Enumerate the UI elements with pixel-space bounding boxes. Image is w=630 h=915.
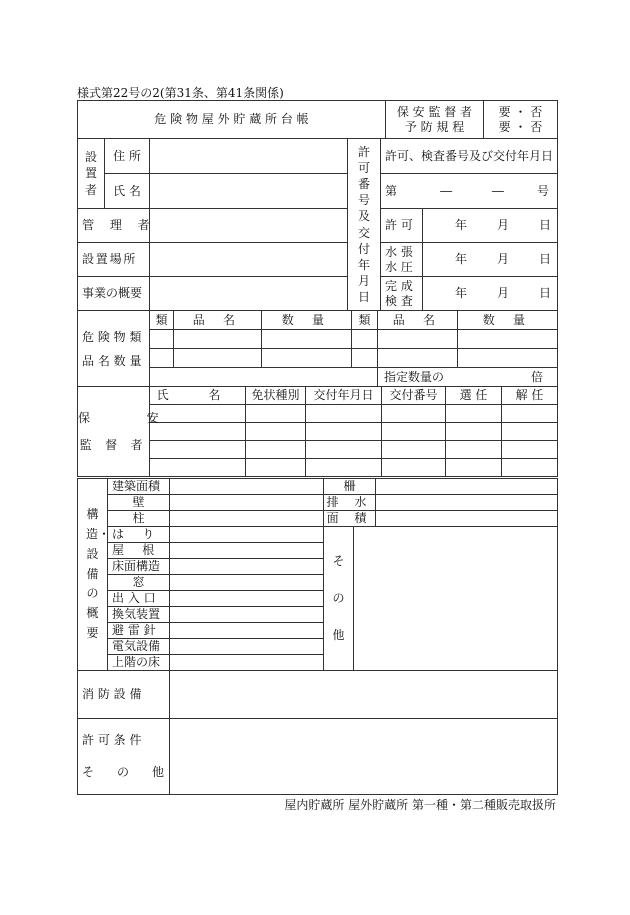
name-field[interactable]	[150, 174, 348, 209]
supervisor-cell[interactable]	[446, 459, 502, 477]
permit-cond-field[interactable]	[170, 719, 558, 795]
supervisor-label: 保 安 監 督 者	[396, 105, 473, 120]
issue-number-header: 交付番号	[382, 387, 446, 405]
structure-item-9: 避 雷 針	[108, 623, 170, 639]
footer-text: 屋内貯蔵所 屋外貯蔵所 第一種・第二種販売取扱所	[284, 798, 556, 812]
supervisor-cell[interactable]	[446, 405, 502, 423]
permit-label: 許 可	[381, 209, 423, 243]
business-field[interactable]	[150, 277, 348, 311]
gou-text: 号	[537, 183, 550, 198]
location-label: 設置場所	[78, 243, 150, 277]
hinmei-header-2: 品 名	[378, 311, 458, 330]
supervisor-cell[interactable]	[382, 423, 446, 441]
month-text: 月	[496, 286, 509, 301]
dismissal-header: 解 任	[502, 387, 558, 405]
supervisor-cell[interactable]	[502, 441, 558, 459]
address-field[interactable]	[150, 139, 348, 174]
structure-value-5[interactable]	[170, 559, 324, 575]
structure-item-2: 柱	[108, 511, 170, 527]
structure-value-0[interactable]	[170, 479, 324, 495]
form-caption: 様式第22号の2(第31条、第41条関係)	[77, 86, 284, 100]
hazmat-cell[interactable]	[458, 349, 558, 368]
supervisor-yes-no: 要 ・ 否	[498, 105, 543, 120]
supervisor-cell[interactable]	[306, 423, 382, 441]
year-text: 年	[454, 252, 467, 267]
day-text: 日	[539, 286, 552, 301]
suryo-header-1: 数 量	[262, 311, 352, 330]
hazmat-cell[interactable]	[352, 330, 378, 349]
bai-text: 倍	[530, 369, 543, 384]
month-text: 月	[496, 252, 509, 267]
issue-date-header: 交付年月日	[306, 387, 382, 405]
manager-label: 管 理 者	[78, 209, 150, 243]
completion-label: 完 成	[385, 279, 413, 294]
structure-label: 構造・設備の概要	[78, 479, 108, 671]
hazmat-label-2: 品 名 数 量	[82, 353, 142, 368]
structure-item-3: は り	[108, 527, 170, 543]
water-label: 水 張	[385, 245, 413, 260]
hazmat-cell[interactable]	[378, 330, 458, 349]
structure-value-4[interactable]	[170, 543, 324, 559]
structure-value-11[interactable]	[170, 655, 324, 671]
structure-item-1: 壁	[108, 495, 170, 511]
structure-block	[77, 478, 558, 671]
fence-field[interactable]	[376, 479, 558, 495]
month-text: 月	[496, 218, 509, 233]
supervisor-cell[interactable]	[246, 459, 306, 477]
manager-field[interactable]	[150, 209, 348, 243]
structure-value-9[interactable]	[170, 623, 324, 639]
hazmat-cell[interactable]	[262, 349, 352, 368]
hazmat-blank	[150, 368, 378, 387]
supervisor-cell[interactable]	[502, 459, 558, 477]
hazmat-label-1: 危 険 物 類	[82, 329, 142, 344]
supervisor-cell[interactable]	[150, 459, 246, 477]
drainage-label: 排 水	[324, 495, 376, 511]
supervisor-cell[interactable]	[502, 405, 558, 423]
appointment-header: 選 任	[446, 387, 502, 405]
hazmat-cell[interactable]	[150, 349, 174, 368]
structure-value-2[interactable]	[170, 511, 324, 527]
installer-block	[77, 138, 558, 311]
license-type-header: 免状種別	[246, 387, 306, 405]
form-title: 危 険 物 屋 外 貯 蔵 所 台 帳	[78, 101, 386, 139]
hinmei-header-1: 品 名	[174, 311, 262, 330]
structure-item-11: 上階の床	[108, 655, 170, 671]
dai-text: 第	[385, 183, 398, 198]
structure-item-7: 出 入 口	[108, 591, 170, 607]
supervisor-cell[interactable]	[382, 405, 446, 423]
address-label: 住 所	[105, 139, 150, 174]
structure-value-6[interactable]	[170, 575, 324, 591]
structure-value-3[interactable]	[170, 527, 324, 543]
structure-value-1[interactable]	[170, 495, 324, 511]
supervisor-cell[interactable]	[150, 423, 246, 441]
hazmat-block	[77, 310, 558, 387]
supervisor-cell[interactable]	[306, 441, 382, 459]
fire-label: 消 防 設 備	[78, 671, 170, 719]
supervisor-block	[77, 386, 558, 477]
supervisor-cell[interactable]	[306, 405, 382, 423]
hazmat-cell[interactable]	[352, 349, 378, 368]
suryo-header-2: 数 量	[458, 311, 558, 330]
designated-qty-label: 指定数量の	[384, 369, 445, 384]
drainage-field[interactable]	[376, 495, 558, 511]
other-label: そ の 他	[82, 764, 174, 779]
designated-qty-field[interactable]	[378, 368, 558, 387]
security-label-1: 保 安	[78, 411, 186, 426]
supervisor-cell[interactable]	[446, 441, 502, 459]
supervisor-cell[interactable]	[446, 423, 502, 441]
hazmat-cell[interactable]	[174, 330, 262, 349]
structure-item-10: 電気設備	[108, 639, 170, 655]
prevention-label: 予 防 規 程	[404, 119, 465, 134]
supervisor-cell[interactable]	[150, 441, 246, 459]
supervisor-cell[interactable]	[502, 423, 558, 441]
hazmat-cell[interactable]	[378, 349, 458, 368]
supervisor-cell[interactable]	[246, 423, 306, 441]
structure-value-7[interactable]	[170, 591, 324, 607]
dash-text-2: ―	[491, 183, 504, 198]
supervisor-cell[interactable]	[246, 441, 306, 459]
hazmat-cell[interactable]	[174, 349, 262, 368]
fire-field[interactable]	[170, 671, 558, 719]
area-field[interactable]	[376, 511, 558, 527]
inspection-label: 検 査	[385, 293, 413, 308]
rui-header-2: 類	[352, 311, 378, 330]
dash-text-1: ―	[440, 183, 453, 198]
fire-block	[77, 670, 558, 795]
permit-cond-label: 許 可 条 件	[82, 733, 142, 748]
area-label: 面 積	[324, 511, 376, 527]
fence-label: 柵	[324, 479, 376, 495]
structure-item-0: 建築面積	[108, 479, 170, 495]
structure-item-6: 窓	[108, 575, 170, 591]
supervisor-cell[interactable]	[306, 459, 382, 477]
pressure-label: 水 圧	[385, 259, 413, 274]
prevention-yes-no: 要 ・ 否	[498, 119, 543, 134]
structure-item-8: 換気装置	[108, 607, 170, 623]
permit-number-field[interactable]	[381, 174, 558, 209]
year-text: 年	[454, 218, 467, 233]
title-block	[77, 100, 558, 139]
day-text: 日	[539, 252, 552, 267]
day-text: 日	[539, 218, 552, 233]
structure-value-8[interactable]	[170, 607, 324, 623]
installer-label: 設置者	[78, 139, 105, 209]
location-field[interactable]	[150, 243, 348, 277]
rui-header-1: 類	[150, 311, 174, 330]
supervisor-cell[interactable]	[382, 441, 446, 459]
permit-vertical-label: 許可番号及交付年月日	[348, 139, 381, 311]
structure-item-5: 床面構造	[108, 559, 170, 575]
hazmat-cell[interactable]	[262, 330, 352, 349]
supervisor-cell[interactable]	[246, 405, 306, 423]
supervisor-cell[interactable]	[382, 459, 446, 477]
year-text: 年	[454, 286, 467, 301]
other-vertical-label: その他	[324, 527, 354, 671]
name-label: 氏 名	[105, 174, 150, 209]
water-pressure-date[interactable]	[423, 243, 558, 277]
structure-item-4: 屋 根	[108, 543, 170, 559]
shimei-header: 氏 名	[150, 387, 246, 405]
permit-date[interactable]	[423, 209, 558, 243]
structure-value-10[interactable]	[170, 639, 324, 655]
business-label: 事業の概要	[78, 277, 150, 311]
hazmat-cell[interactable]	[150, 330, 174, 349]
other-field[interactable]	[354, 527, 558, 671]
permit-header: 許可、検査番号及び交付年月日	[381, 139, 558, 174]
security-label-2: 監 督 者	[79, 437, 148, 452]
hazmat-cell[interactable]	[458, 330, 558, 349]
completion-date[interactable]	[423, 277, 558, 311]
